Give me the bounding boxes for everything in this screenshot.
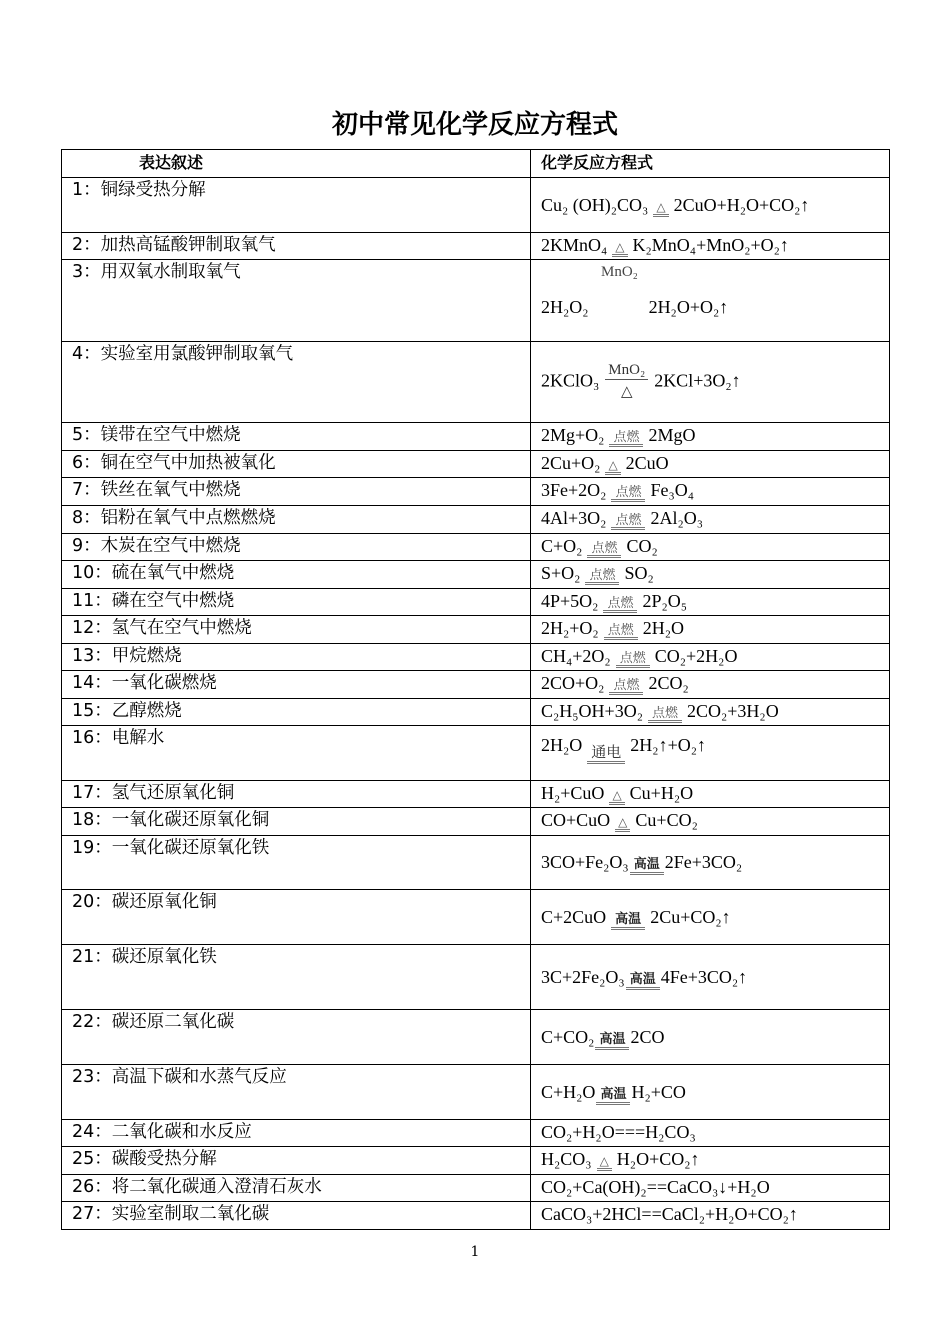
table-row [62,534,890,561]
row-desc: 18：一氧化碳还原氧化铜 [62,808,531,836]
row-desc: 9：木炭在空气中燃烧 [62,534,531,561]
row-equation: C₂H₅OH+3O₂ 点燃 2CO₂+3H₂O [531,699,890,726]
row-equation: H₂CO₃ △ H₂O+CO₂↑ [531,1147,890,1175]
catalyst-label: MnO₂ [601,264,638,280]
row-equation: 4Al+3O₂ 点燃 2Al₂O₃ [531,506,890,534]
table-row [62,423,890,451]
row-desc: 11：磷在空气中燃烧 [62,589,531,616]
row-equation: 2KClO₃ MnO₂ △ 2KCl+3O₂↑ [531,342,890,423]
row-equation: C+H₂O 高温 H₂+CO [531,1065,890,1120]
row-equation: CO₂+Ca(OH)₂==CaCO₃↓+H₂O [531,1175,890,1202]
row-equation: MnO₂ 2H₂O₂ 2H₂O+O₂↑ [531,260,890,342]
row-desc: 10：硫在氧气中燃烧 [62,561,531,589]
row-equation: C+O₂ 点燃 CO₂ [531,534,890,561]
table-row [62,561,890,589]
ignite-condition: 点燃 [611,513,645,530]
table-row [62,699,890,726]
row-desc: 16：电解水 [62,726,531,781]
table-row [62,726,890,781]
row-desc: 24：二氧化碳和水反应 [62,1120,531,1147]
table-row [62,342,890,423]
row-desc: 19：一氧化碳还原氧化铁 [62,836,531,890]
reaction-table [61,149,890,1230]
table-row [62,506,890,534]
row-desc: 5：镁带在空气中燃烧 [62,423,531,451]
page-title: 初中常见化学反应方程式 [331,110,618,140]
heat-condition: △ [609,788,624,805]
row-equation: 2KMnO₄ △ K₂MnO₄+MnO₂+O₂↑ [531,233,890,260]
row-desc: 25：碳酸受热分解 [62,1147,531,1175]
table-row [62,616,890,644]
table-row [62,451,890,478]
ignite-condition: 点燃 [585,568,619,585]
ignite-condition: 点燃 [609,678,643,695]
heat-condition: △ [597,1154,612,1171]
table-row [62,260,890,342]
row-desc: 3：用双氧水制取氧气 [62,260,531,342]
row-desc: 13：甲烷燃烧 [62,644,531,671]
table-row [62,1175,890,1202]
ignite-condition: 点燃 [604,623,638,640]
table-row [62,1065,890,1120]
row-desc: 2：加热高锰酸钾制取氧气 [62,233,531,260]
row-equation: S+O₂ 点燃 SO₂ [531,561,890,589]
ignite-condition: 点燃 [587,541,621,558]
ignite-condition: 点燃 [609,430,643,447]
high-temp-condition: 高温 [630,858,664,875]
high-temp-condition: 高温 [626,973,660,990]
ignite-condition: 点燃 [611,485,645,502]
row-desc: 26：将二氧化碳通入澄清石灰水 [62,1175,531,1202]
row-equation: Cu₂ (OH)₂CO₃ △ 2CuO+H₂O+CO₂↑ [531,178,890,233]
row-desc: 17：氢气还原氧化铜 [62,781,531,808]
table-row [62,781,890,808]
row-equation: 2H₂O 通电 2H₂↑+O₂↑ [531,726,890,781]
high-temp-condition: 高温 [596,1088,630,1105]
electrolysis-condition: 通电 [587,744,625,764]
row-desc: 6：铜在空气中加热被氧化 [62,451,531,478]
table-row [62,1120,890,1147]
table-row [62,1010,890,1065]
ignite-condition: 点燃 [648,706,682,723]
heat-condition: △ [615,815,630,832]
header-description: 表达叙述 [62,150,531,178]
catalyst-heat-condition: MnO₂ △ [605,361,648,404]
ignite-condition: 点燃 [603,596,637,613]
row-equation: 2H₂+O₂ 点燃 2H₂O [531,616,890,644]
row-equation: C+2CuO 高温 2Cu+CO₂↑ [531,890,890,945]
row-desc: 22：碳还原二氧化碳 [62,1010,531,1065]
row-equation: 3C+2Fe₂O₃ 高温 4Fe+3CO₂↑ [531,945,890,1010]
heat-condition: △ [612,240,627,257]
row-desc: 23：高温下碳和水蒸气反应 [62,1065,531,1120]
high-temp-condition: 高温 [595,1033,629,1050]
row-desc: 21：碳还原氧化铁 [62,945,531,1010]
row-equation: C+CO₂ 高温 2CO [531,1010,890,1065]
table-row [62,478,890,506]
table-row [62,836,890,890]
row-desc: 1：铜绿受热分解 [62,178,531,233]
row-equation: CaCO₃+2HCl==CaCl₂+H₂O+CO₂↑ [531,1202,890,1230]
row-desc: 4：实验室用氯酸钾制取氧气 [62,342,531,423]
table-row [62,945,890,1010]
row-equation: CO₂+H₂O===H₂CO₃ [531,1120,890,1147]
table-row [62,1202,890,1230]
table-row [62,671,890,699]
row-equation: 2Cu+O₂ △ 2CuO [531,451,890,478]
row-equation: 3CO+Fe₂O₃ 高温 2Fe+3CO₂ [531,836,890,890]
high-temp-condition: 高温 [611,913,645,930]
ignite-condition: 点燃 [616,651,650,668]
row-equation: 3Fe+2O₂ 点燃 Fe₃O₄ [531,478,890,506]
row-desc: 12：氢气在空气中燃烧 [62,616,531,644]
row-equation: CO+CuO △ Cu+CO₂ [531,808,890,836]
table-row [62,233,890,260]
row-equation: 2CO+O₂ 点燃 2CO₂ [531,671,890,699]
table-row [62,808,890,836]
table-row [62,644,890,671]
table-row [62,890,890,945]
heat-condition: △ [605,458,620,475]
table-row [62,1147,890,1175]
header-equation: 化学反应方程式 [531,150,890,178]
row-desc: 8：铝粉在氧气中点燃燃烧 [62,506,531,534]
row-desc: 7：铁丝在氧气中燃烧 [62,478,531,506]
row-equation: H₂+CuO △ Cu+H₂O [531,781,890,808]
row-desc: 27：实验室制取二氧化碳 [62,1202,531,1230]
table-row [62,589,890,616]
row-desc: 20：碳还原氧化铜 [62,890,531,945]
heat-condition: △ [653,200,668,217]
row-desc: 14：一氧化碳燃烧 [62,671,531,699]
row-equation: 4P+5O₂ 点燃 2P₂O₅ [531,589,890,616]
row-equation: 2Mg+O₂ 点燃 2MgO [531,423,890,451]
row-desc: 15：乙醇燃烧 [62,699,531,726]
row-equation: CH₄+2O₂ 点燃 CO₂+2H₂O [531,644,890,671]
table-row [62,178,890,233]
page-number: 1 [470,1244,480,1260]
